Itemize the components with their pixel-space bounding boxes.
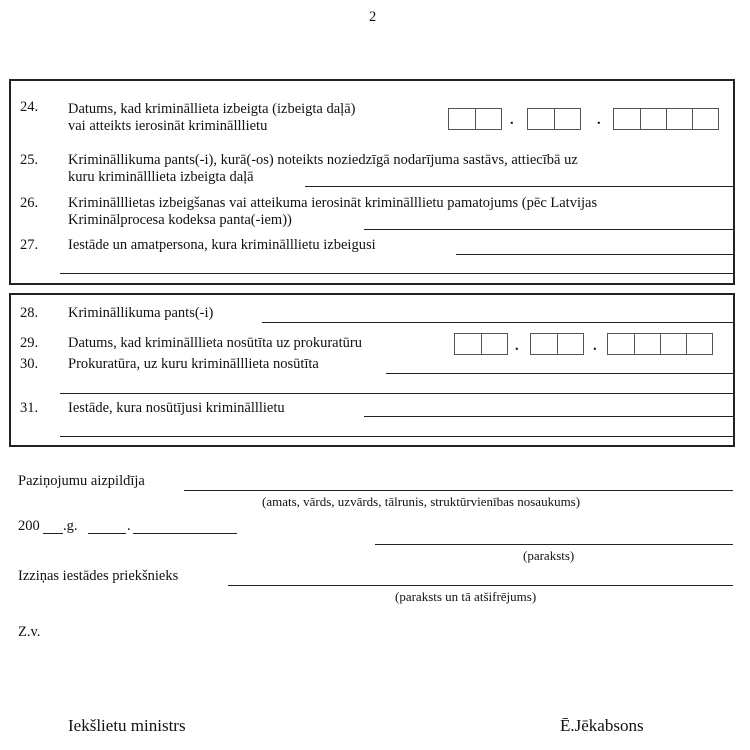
item-30-number: 30. [20, 356, 39, 372]
item-26-input-line[interactable] [364, 229, 733, 230]
item-25-input-line[interactable] [305, 186, 733, 187]
item-29-year-field[interactable] [607, 333, 713, 355]
head-label: Izziņas iestādes priekšnieks [18, 568, 179, 584]
item-24-label-line1: Datums, kad krimināllieta izbeigta (izbeigta daļā) [68, 101, 356, 117]
filler-input-line[interactable] [184, 490, 733, 491]
minister-title: Iekšlietu ministrs [68, 716, 186, 735]
date-year-blank[interactable] [43, 533, 63, 534]
item-26-label-line1: Kriminālllietas izbeigšanas vai atteikuma ierosināt kriminālllietu pamatojums (pēc Latvijas [68, 195, 598, 211]
head-caption: (paraksts un tā atšifrējums) [395, 589, 537, 604]
filler-label: Paziņojumu aizpildīja [18, 473, 145, 489]
date-month-blank[interactable] [88, 533, 126, 534]
item-26-label-line2: Kriminālprocesa kodeksa panta(-iem)) [68, 212, 292, 228]
item-24-day-field[interactable] [448, 108, 502, 130]
item-27-label: Iestāde un amatpersona, kura kriminālllietu izbeigusi [68, 237, 376, 253]
item-29-label: Datums, kad kriminālllieta nosūtīta uz prokuratūru [68, 335, 362, 351]
date-separator: . [515, 338, 519, 354]
item-26-number: 26. [20, 195, 39, 211]
item-24-month-field[interactable] [527, 108, 581, 130]
item-27-input-line-2[interactable] [60, 273, 733, 274]
item-28-input-line[interactable] [262, 322, 733, 323]
item-31-number: 31. [20, 400, 39, 416]
item-31-label: Iestāde, kura nosūtījusi kriminālllietu [68, 400, 285, 416]
page-number: 2 [369, 9, 377, 25]
head-input-line[interactable] [228, 585, 733, 586]
item-28-label: Krimināllikuma pants(-i) [68, 305, 214, 321]
date-separator: . [510, 112, 514, 128]
item-30-input-line[interactable] [386, 373, 733, 374]
date-year-prefix: 200 [18, 518, 40, 534]
item-25-label-line1: Krimināllikuma pants(-i), kurā(-os) noteikts noziedzīgā nodarījuma sastāvs, attiecībā uz [68, 152, 578, 168]
item-28-number: 28. [20, 305, 39, 321]
date-year-suffix: .g. [63, 518, 78, 534]
item-30-input-line-2[interactable] [60, 393, 733, 394]
stamp-place: Z.v. [18, 624, 41, 640]
minister-name: Ē.Jēkabsons [560, 716, 644, 735]
item-29-month-field[interactable] [530, 333, 584, 355]
item-25-label-line2: kuru kriminālllieta izbeigta daļā [68, 169, 254, 185]
item-30-label: Prokuratūra, uz kuru kriminālllieta nosūtīta [68, 356, 319, 372]
filler-caption: (amats, vārds, uzvārds, tālrunis, struktūrvienības nosaukums) [262, 494, 581, 509]
date-separator: . [597, 112, 601, 128]
item-24-year-field[interactable] [613, 108, 719, 130]
item-27-input-line[interactable] [456, 254, 733, 255]
item-31-input-line-2[interactable] [60, 436, 733, 437]
item-29-day-field[interactable] [454, 333, 508, 355]
date-day-blank[interactable] [133, 533, 237, 534]
item-31-input-line[interactable] [364, 416, 733, 417]
item-24-label-line2: vai atteikts ierosināt kriminālllietu [68, 118, 268, 134]
item-25-number: 25. [20, 152, 39, 168]
signature-line[interactable] [375, 544, 733, 545]
date-dot: . [127, 518, 131, 534]
signature-caption: (paraksts) [523, 548, 575, 563]
date-separator: . [593, 338, 597, 354]
item-27-number: 27. [20, 237, 39, 253]
item-24-number: 24. [20, 99, 39, 115]
item-29-number: 29. [20, 335, 39, 351]
